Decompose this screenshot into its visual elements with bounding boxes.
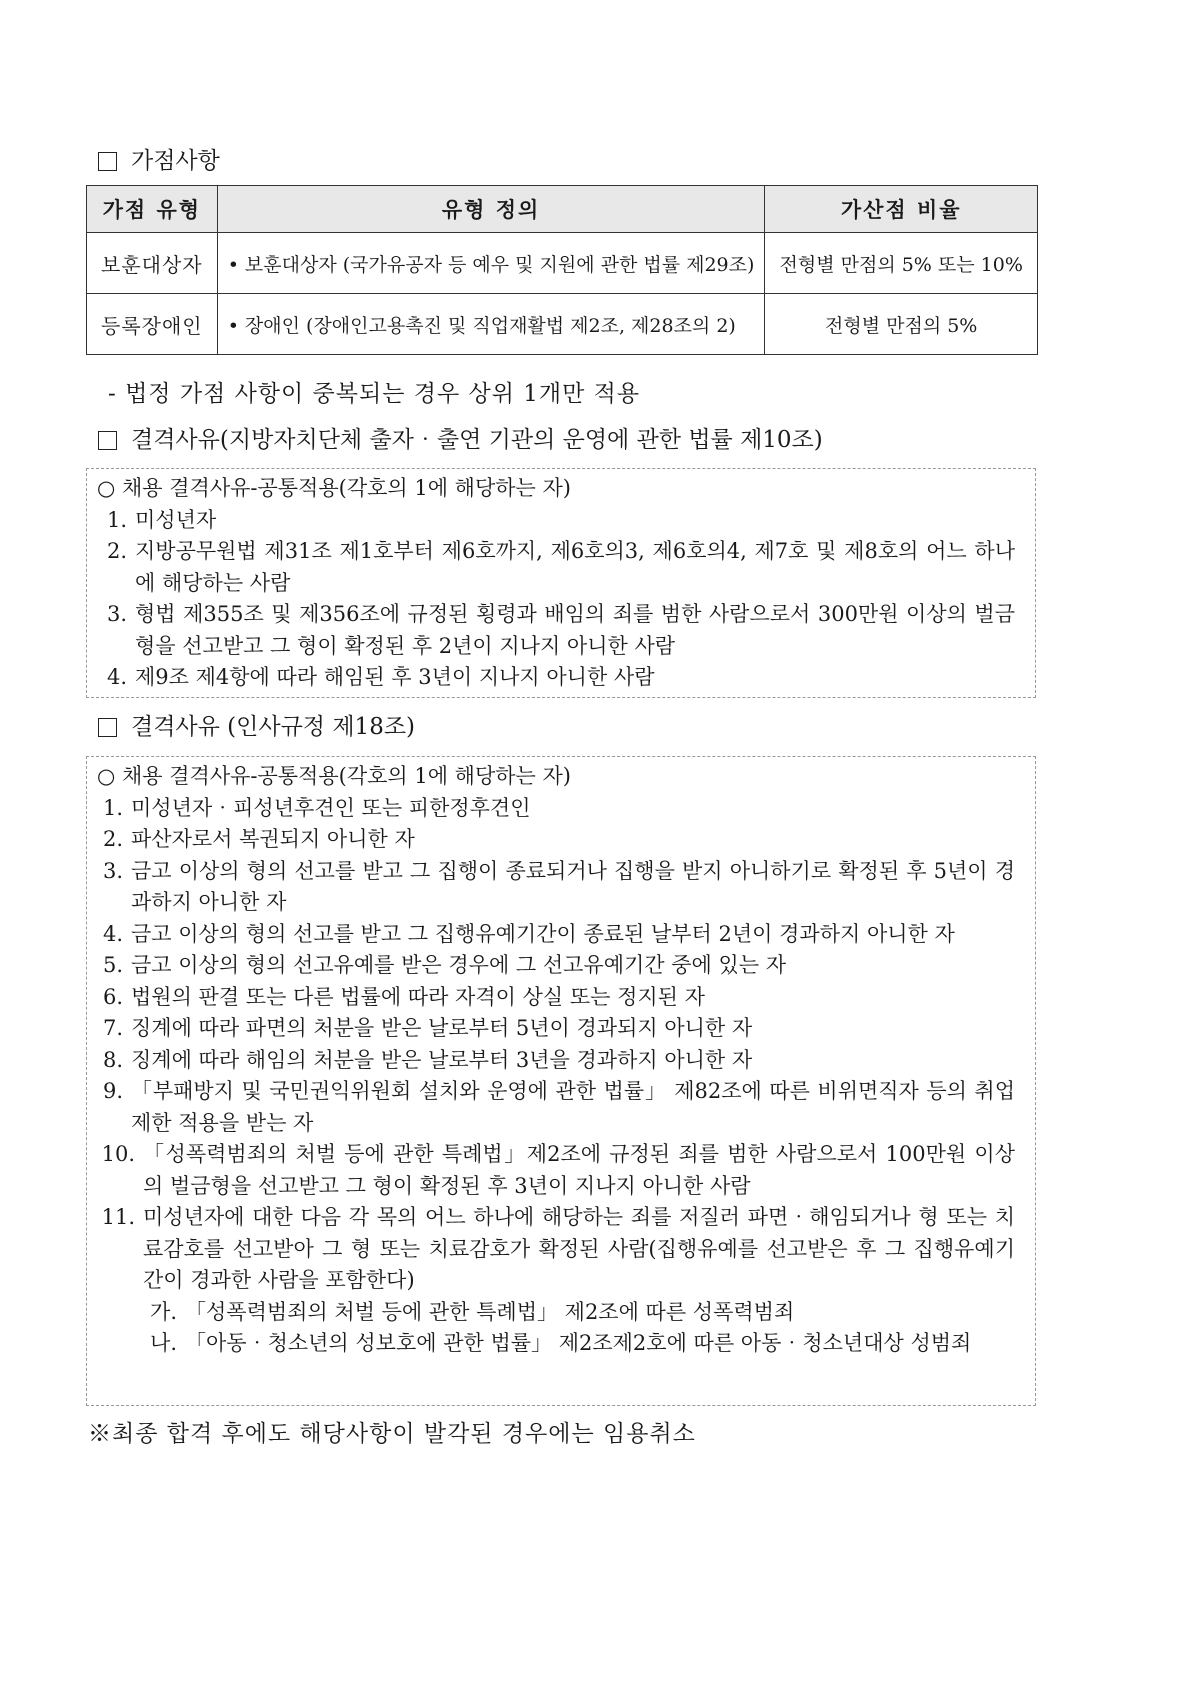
list-item-text: 금고 이상의 형의 선고를 받고 그 집행유예기간이 종료된 날부터 2년이 경과하지 아니한 자 <box>131 921 955 946</box>
list-item-number: 1. <box>106 507 127 532</box>
list-item <box>87 1202 1015 1297</box>
bonus-rate-cell: 전형별 만점의 5% <box>765 294 1038 355</box>
table-row <box>87 294 1038 355</box>
sub-list-item-text: 「성폭력범죄의 처벌 등에 관한 특례법」 제2조에 따른 성폭력범죄 <box>185 1299 795 1324</box>
list-item-number: 4. <box>106 665 127 689</box>
list-item-text: 금고 이상의 형의 선고유예를 받은 경우에 그 선고유예기간 중에 있는 자 <box>131 953 787 977</box>
bonus-table <box>86 185 1038 355</box>
list-item-text: 법원의 판결 또는 다른 법률에 따라 자격이 상실 또는 정지된 자 <box>131 984 705 1009</box>
list-item-text: 파산자로서 복권되지 아니한 자 <box>131 827 415 851</box>
sub-list-item <box>87 1328 1015 1360</box>
list-item <box>87 856 1015 919</box>
list-item-text: 형법 제355조 및 제356조에 규정된 횡령과 배임의 죄를 범한 사람으로서 300만원 이상의 벌금형을 선고받고 그 형이 확정된 후 2년이 지나지 아니한 사람 <box>135 602 1015 658</box>
list-item-number: 4. <box>102 921 123 946</box>
sub-list-item-label: 나. <box>150 1331 177 1355</box>
footer-note: ※최종 합격 후에도 해당사항이 발각된 경우에는 임용취소 <box>88 1421 696 1447</box>
list-item <box>87 599 1015 662</box>
list-item-number: 6. <box>102 984 123 1009</box>
list-item <box>87 536 1015 599</box>
list-item <box>87 1045 1015 1077</box>
list-item-number: 3. <box>106 602 127 626</box>
list-item <box>87 824 1015 856</box>
list-item-text: 「성폭력범죄의 처벌 등에 관한 특례법」제2조에 규정된 죄를 범한 사람으로서 100만원 이상의 벌금형을 선고받고 그 형이 확정된 후 3년이 지나지 아니한 사람 <box>143 1142 1015 1198</box>
list-item-number: 5. <box>102 953 123 977</box>
bonus-table-header-row <box>87 186 1038 233</box>
checkbox-square-icon <box>98 718 117 737</box>
list-item-text: 제9조 제4항에 따라 해임된 후 3년이 지나지 아니한 사람 <box>135 665 655 689</box>
bonus-section-heading <box>98 146 220 176</box>
list-item-text: 금고 이상의 형의 선고를 받고 그 집행이 종료되거나 집행을 받지 아니하기로 확정된 후 5년이 경과하지 아니한 자 <box>131 858 1015 914</box>
bonus-type-cell: 보훈대상자 <box>87 233 218 294</box>
list-item <box>87 950 1015 982</box>
disqualification-hr-title: 결격사유 (인사규정 제18조) <box>131 714 416 740</box>
list-item-number: 9. <box>102 1079 123 1103</box>
list-item <box>87 1076 1015 1139</box>
disqualification-local-box <box>86 468 1036 698</box>
list-item <box>87 662 1015 694</box>
list-item <box>87 505 1015 537</box>
disqualification-local-title: 결격사유(지방자치단체 출자‧출연 기관의 운영에 관한 법률 제10조) <box>131 427 823 453</box>
list-item-number: 2. <box>102 827 123 851</box>
list-item <box>87 1013 1015 1045</box>
header-type-definition: 유형 정의 <box>217 186 765 233</box>
list-item-text: 징계에 따라 해임의 처분을 받은 날로부터 3년을 경과하지 아니한 자 <box>131 1047 753 1072</box>
disqualification-local-lead: ○ 채용 결격사유-공통적용(각호의 1에 해당하는 자) <box>97 476 571 500</box>
sub-list-item <box>87 1297 1015 1329</box>
disqualification-hr-heading <box>98 712 415 742</box>
sub-list-item-text: 「아동‧청소년의 성보호에 관한 법률」 제2조제2호에 따른 아동‧청소년대상 성범죄 <box>185 1331 972 1355</box>
list-item-text: 지방공무원법 제31조 제1호부터 제6호까지, 제6호의3, 제6호의4, 제7호 및 제8호의 어느 하나에 해당하는 사람 <box>135 539 1015 595</box>
list-item-text: 미성년자‧피성년후견인 또는 피한정후견인 <box>131 795 531 820</box>
list-item <box>87 1139 1015 1202</box>
bonus-section-title: 가점사항 <box>131 148 220 174</box>
list-item <box>87 793 1015 825</box>
bonus-definition-cell: • 장애인 (장애인고용촉진 및 직업재활법 제2조, 제28조의 2) <box>217 294 765 355</box>
list-item-number: 3. <box>102 858 123 883</box>
list-item-number: 2. <box>106 539 127 563</box>
list-item-text: 미성년자에 대한 다음 각 목의 어느 하나에 해당하는 죄를 저질러 파면‧해임되거나 형 또는 치료감호를 선고받아 그 형 또는 치료감호가 확정된 사람(집행유예를 선고받은 후 그 집행유예기간이 경과한 사람을 포함한다) <box>143 1205 1015 1292</box>
header-bonus-rate: 가산점 비율 <box>765 186 1038 233</box>
bonus-duplicate-note: - 법정 가점 사항이 중복되는 경우 상위 1개만 적용 <box>108 381 641 407</box>
list-item <box>87 982 1015 1014</box>
list-item-text: 징계에 따라 파면의 처분을 받은 날로부터 5년이 경과되지 아니한 자 <box>131 1016 753 1040</box>
list-item-number: 7. <box>102 1016 123 1040</box>
list-item <box>87 919 1015 951</box>
list-item-number: 10. <box>101 1142 135 1166</box>
disqualification-hr-lead: ○ 채용 결격사유-공통적용(각호의 1에 해당하는 자) <box>97 764 571 788</box>
disqualification-hr-box <box>86 756 1036 1406</box>
checkbox-square-icon <box>98 431 117 450</box>
bonus-type-cell: 등록장애인 <box>87 294 218 355</box>
table-row <box>87 233 1038 294</box>
disqualification-local-heading <box>98 425 823 455</box>
list-item-text: 미성년자 <box>135 507 217 532</box>
header-bonus-type: 가점 유형 <box>87 186 218 233</box>
checkbox-square-icon <box>98 152 117 171</box>
list-item-number: 11. <box>101 1205 135 1229</box>
list-item-number: 1. <box>102 795 123 820</box>
sub-list-item-label: 가. <box>150 1299 177 1324</box>
bonus-definition-cell: • 보훈대상자 (국가유공자 등 예우 및 지원에 관한 법률 제29조) <box>217 233 765 294</box>
bonus-rate-cell: 전형별 만점의 5% 또는 10% <box>765 233 1038 294</box>
list-item-text: 「부패방지 및 국민권익위원회 설치와 운영에 관한 법률」 제82조에 따른 비위면직자 등의 취업제한 적용을 받는 자 <box>131 1079 1015 1135</box>
list-item-number: 8. <box>102 1047 123 1072</box>
